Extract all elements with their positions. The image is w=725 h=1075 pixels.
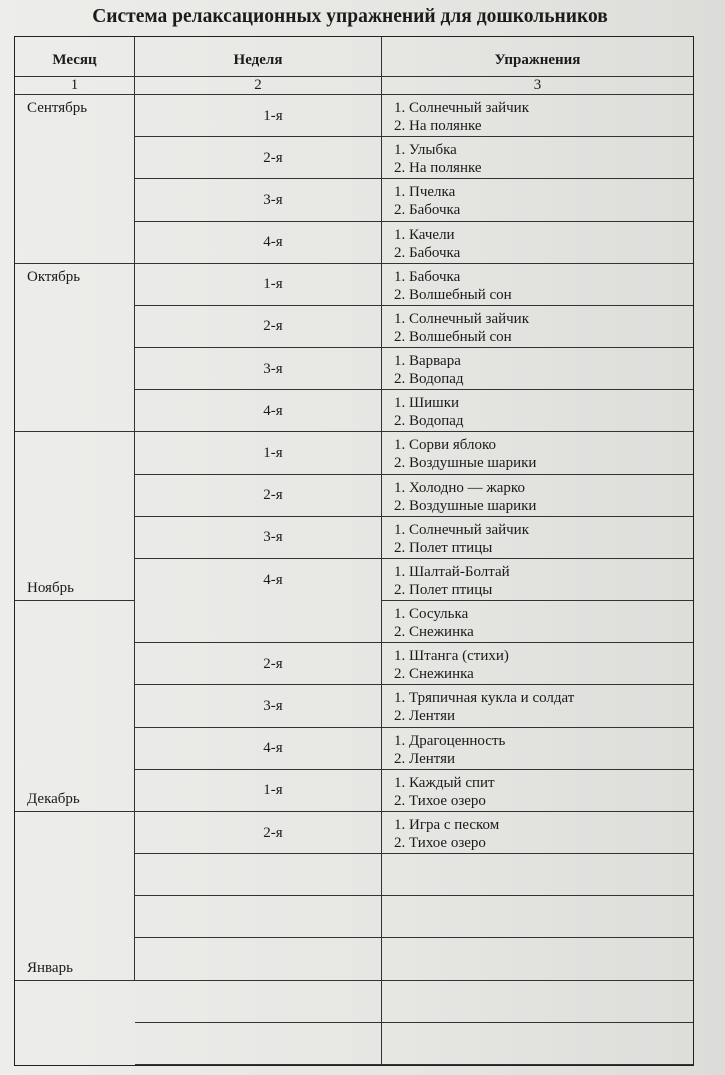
week-cell bbox=[135, 95, 382, 137]
month-cell bbox=[15, 95, 135, 264]
week-cell bbox=[135, 559, 382, 601]
exercise-cell bbox=[382, 601, 693, 643]
empty-cell bbox=[135, 938, 382, 980]
exercise-item: 1. Игра с песком bbox=[394, 816, 500, 833]
exercise-cell bbox=[382, 95, 693, 137]
exercise-item: 2. Полет птицы bbox=[394, 581, 493, 598]
header-exercises: Упражнения bbox=[382, 37, 693, 77]
exercise-item: 1. Солнечный зайчик bbox=[394, 310, 529, 327]
exercise-item: 2. Воздушные шарики bbox=[394, 497, 537, 514]
exercise-item: 1. Шишки bbox=[394, 395, 460, 412]
week-label: 3-я bbox=[263, 529, 283, 546]
week-label: 2-я bbox=[263, 655, 283, 672]
empty-cell bbox=[135, 896, 382, 938]
month-label: Декабрь bbox=[27, 790, 80, 807]
exercise-item: 2. Полет птицы bbox=[394, 539, 493, 556]
exercise-item: 1. Улыбка bbox=[394, 142, 457, 159]
week-label: 1-я bbox=[263, 444, 283, 461]
week-label: 2-я bbox=[263, 487, 283, 504]
month-label: Сентябрь bbox=[27, 100, 88, 116]
empty-cell bbox=[382, 1023, 693, 1065]
week-label: 1-я bbox=[263, 107, 283, 124]
exercise-cell bbox=[382, 559, 693, 601]
exercise-item: 1. Штанга (стихи) bbox=[394, 648, 509, 665]
week-label: 1-я bbox=[263, 276, 283, 293]
exercise-cell bbox=[382, 137, 693, 179]
month-cell bbox=[15, 264, 135, 433]
week-cell bbox=[135, 348, 382, 390]
empty-cell bbox=[135, 854, 382, 896]
exercise-cell bbox=[382, 264, 693, 306]
week-label: 2-я bbox=[263, 149, 283, 166]
exercise-item: 2. На полянке bbox=[394, 118, 482, 134]
exercise-item: 1. Каждый спит bbox=[394, 774, 495, 791]
exercise-item: 2. Водопад bbox=[394, 413, 464, 430]
exercise-item: 1. Качели bbox=[394, 226, 455, 243]
week-label: 1-я bbox=[263, 782, 283, 799]
exercise-item: 2. Водопад bbox=[394, 371, 464, 388]
exercise-cell bbox=[382, 179, 693, 221]
month-cell bbox=[15, 812, 135, 981]
empty-cell bbox=[135, 981, 382, 1023]
exercise-item: 1. Шалтай-Болтай bbox=[394, 563, 510, 580]
month-cell bbox=[15, 601, 135, 812]
week-cell bbox=[135, 475, 382, 517]
week-cell bbox=[135, 770, 382, 812]
exercise-cell bbox=[382, 390, 693, 432]
header-week: Неделя bbox=[135, 37, 382, 77]
week-label: 2-я bbox=[263, 824, 283, 841]
exercise-item: 1. Тряпичная кукла и солдат bbox=[394, 690, 575, 707]
empty-cell bbox=[382, 896, 693, 938]
exercise-cell bbox=[382, 475, 693, 517]
exercise-item: 2. Воздушные шарики bbox=[394, 455, 537, 472]
exercise-item: 2. Снежинка bbox=[394, 666, 474, 683]
exercise-cell bbox=[382, 643, 693, 685]
exercise-table bbox=[14, 36, 694, 1066]
exercise-item: 1. Солнечный зайчик bbox=[394, 521, 529, 538]
week-cell bbox=[135, 390, 382, 432]
exercise-item: 1. Варвара bbox=[394, 353, 461, 370]
week-cell bbox=[135, 179, 382, 221]
exercise-item: 1. Драгоценность bbox=[394, 732, 506, 749]
exercise-item: 2. Волшебный сон bbox=[394, 328, 512, 345]
exercise-item: 2. Бабочка bbox=[394, 202, 461, 219]
week-cell bbox=[135, 432, 382, 474]
exercise-item: 1. Сосулька bbox=[394, 606, 469, 623]
month-label: Октябрь bbox=[27, 268, 81, 285]
exercise-item: 1. Сорви яблоко bbox=[394, 437, 497, 454]
week-label: 2-я bbox=[263, 318, 283, 335]
empty-cell bbox=[382, 854, 693, 896]
exercise-item: 1. Пчелка bbox=[394, 184, 456, 201]
exercise-item: 2. Тихое озеро bbox=[394, 792, 486, 809]
exercise-cell bbox=[382, 432, 693, 474]
week-cell bbox=[135, 517, 382, 559]
column-number-2: 2 bbox=[135, 77, 382, 95]
week-cell bbox=[135, 137, 382, 179]
week-cell bbox=[135, 685, 382, 727]
exercise-cell bbox=[382, 517, 693, 559]
exercise-cell bbox=[382, 306, 693, 348]
empty-cell bbox=[382, 938, 693, 980]
header-month: Месяц bbox=[15, 37, 135, 77]
week-cell bbox=[135, 643, 382, 685]
exercise-cell bbox=[382, 222, 693, 264]
month-label: Январь bbox=[27, 959, 73, 976]
week-label: 3-я bbox=[263, 360, 283, 377]
exercise-cell bbox=[382, 812, 693, 854]
exercise-cell bbox=[382, 348, 693, 390]
exercise-item: 2. Волшебный сон bbox=[394, 286, 512, 303]
exercise-item: 2. На полянке bbox=[394, 160, 482, 177]
week-label: 4-я bbox=[263, 740, 283, 757]
empty-cell bbox=[135, 1023, 382, 1065]
week-label: 3-я bbox=[263, 698, 283, 714]
exercise-cell bbox=[382, 728, 693, 770]
column-number-1: 1 bbox=[15, 77, 135, 95]
week-cell bbox=[135, 306, 382, 348]
week-label: 3-я bbox=[263, 191, 283, 208]
exercise-item: 2. Лентяи bbox=[394, 750, 456, 767]
exercise-item: 1. Солнечный зайчик bbox=[394, 100, 529, 116]
exercise-item: 2. Бабочка bbox=[394, 244, 461, 261]
week-label: 4-я bbox=[263, 402, 283, 419]
column-number-3: 3 bbox=[382, 77, 693, 95]
month-label: Ноябрь bbox=[27, 580, 74, 597]
week-cell bbox=[135, 812, 382, 854]
month-cell bbox=[15, 432, 135, 601]
exercise-item: 2. Снежинка bbox=[394, 624, 474, 641]
week-cell bbox=[135, 222, 382, 264]
week-label: 4-я bbox=[263, 571, 283, 588]
exercise-item: 1. Холодно — жарко bbox=[394, 479, 525, 496]
exercise-item: 1. Бабочка bbox=[394, 268, 461, 285]
empty-cell bbox=[382, 981, 693, 1023]
exercise-item: 2. Лентяи bbox=[394, 708, 456, 725]
week-cell bbox=[135, 601, 382, 643]
week-label: 4-я bbox=[263, 234, 283, 251]
week-cell bbox=[135, 728, 382, 770]
exercise-item: 2. Тихое озеро bbox=[394, 834, 486, 851]
exercise-cell bbox=[382, 770, 693, 812]
week-cell bbox=[135, 264, 382, 306]
table-title: Система релаксационных упражнений для дошкольников bbox=[92, 6, 608, 27]
exercise-cell bbox=[382, 685, 693, 727]
